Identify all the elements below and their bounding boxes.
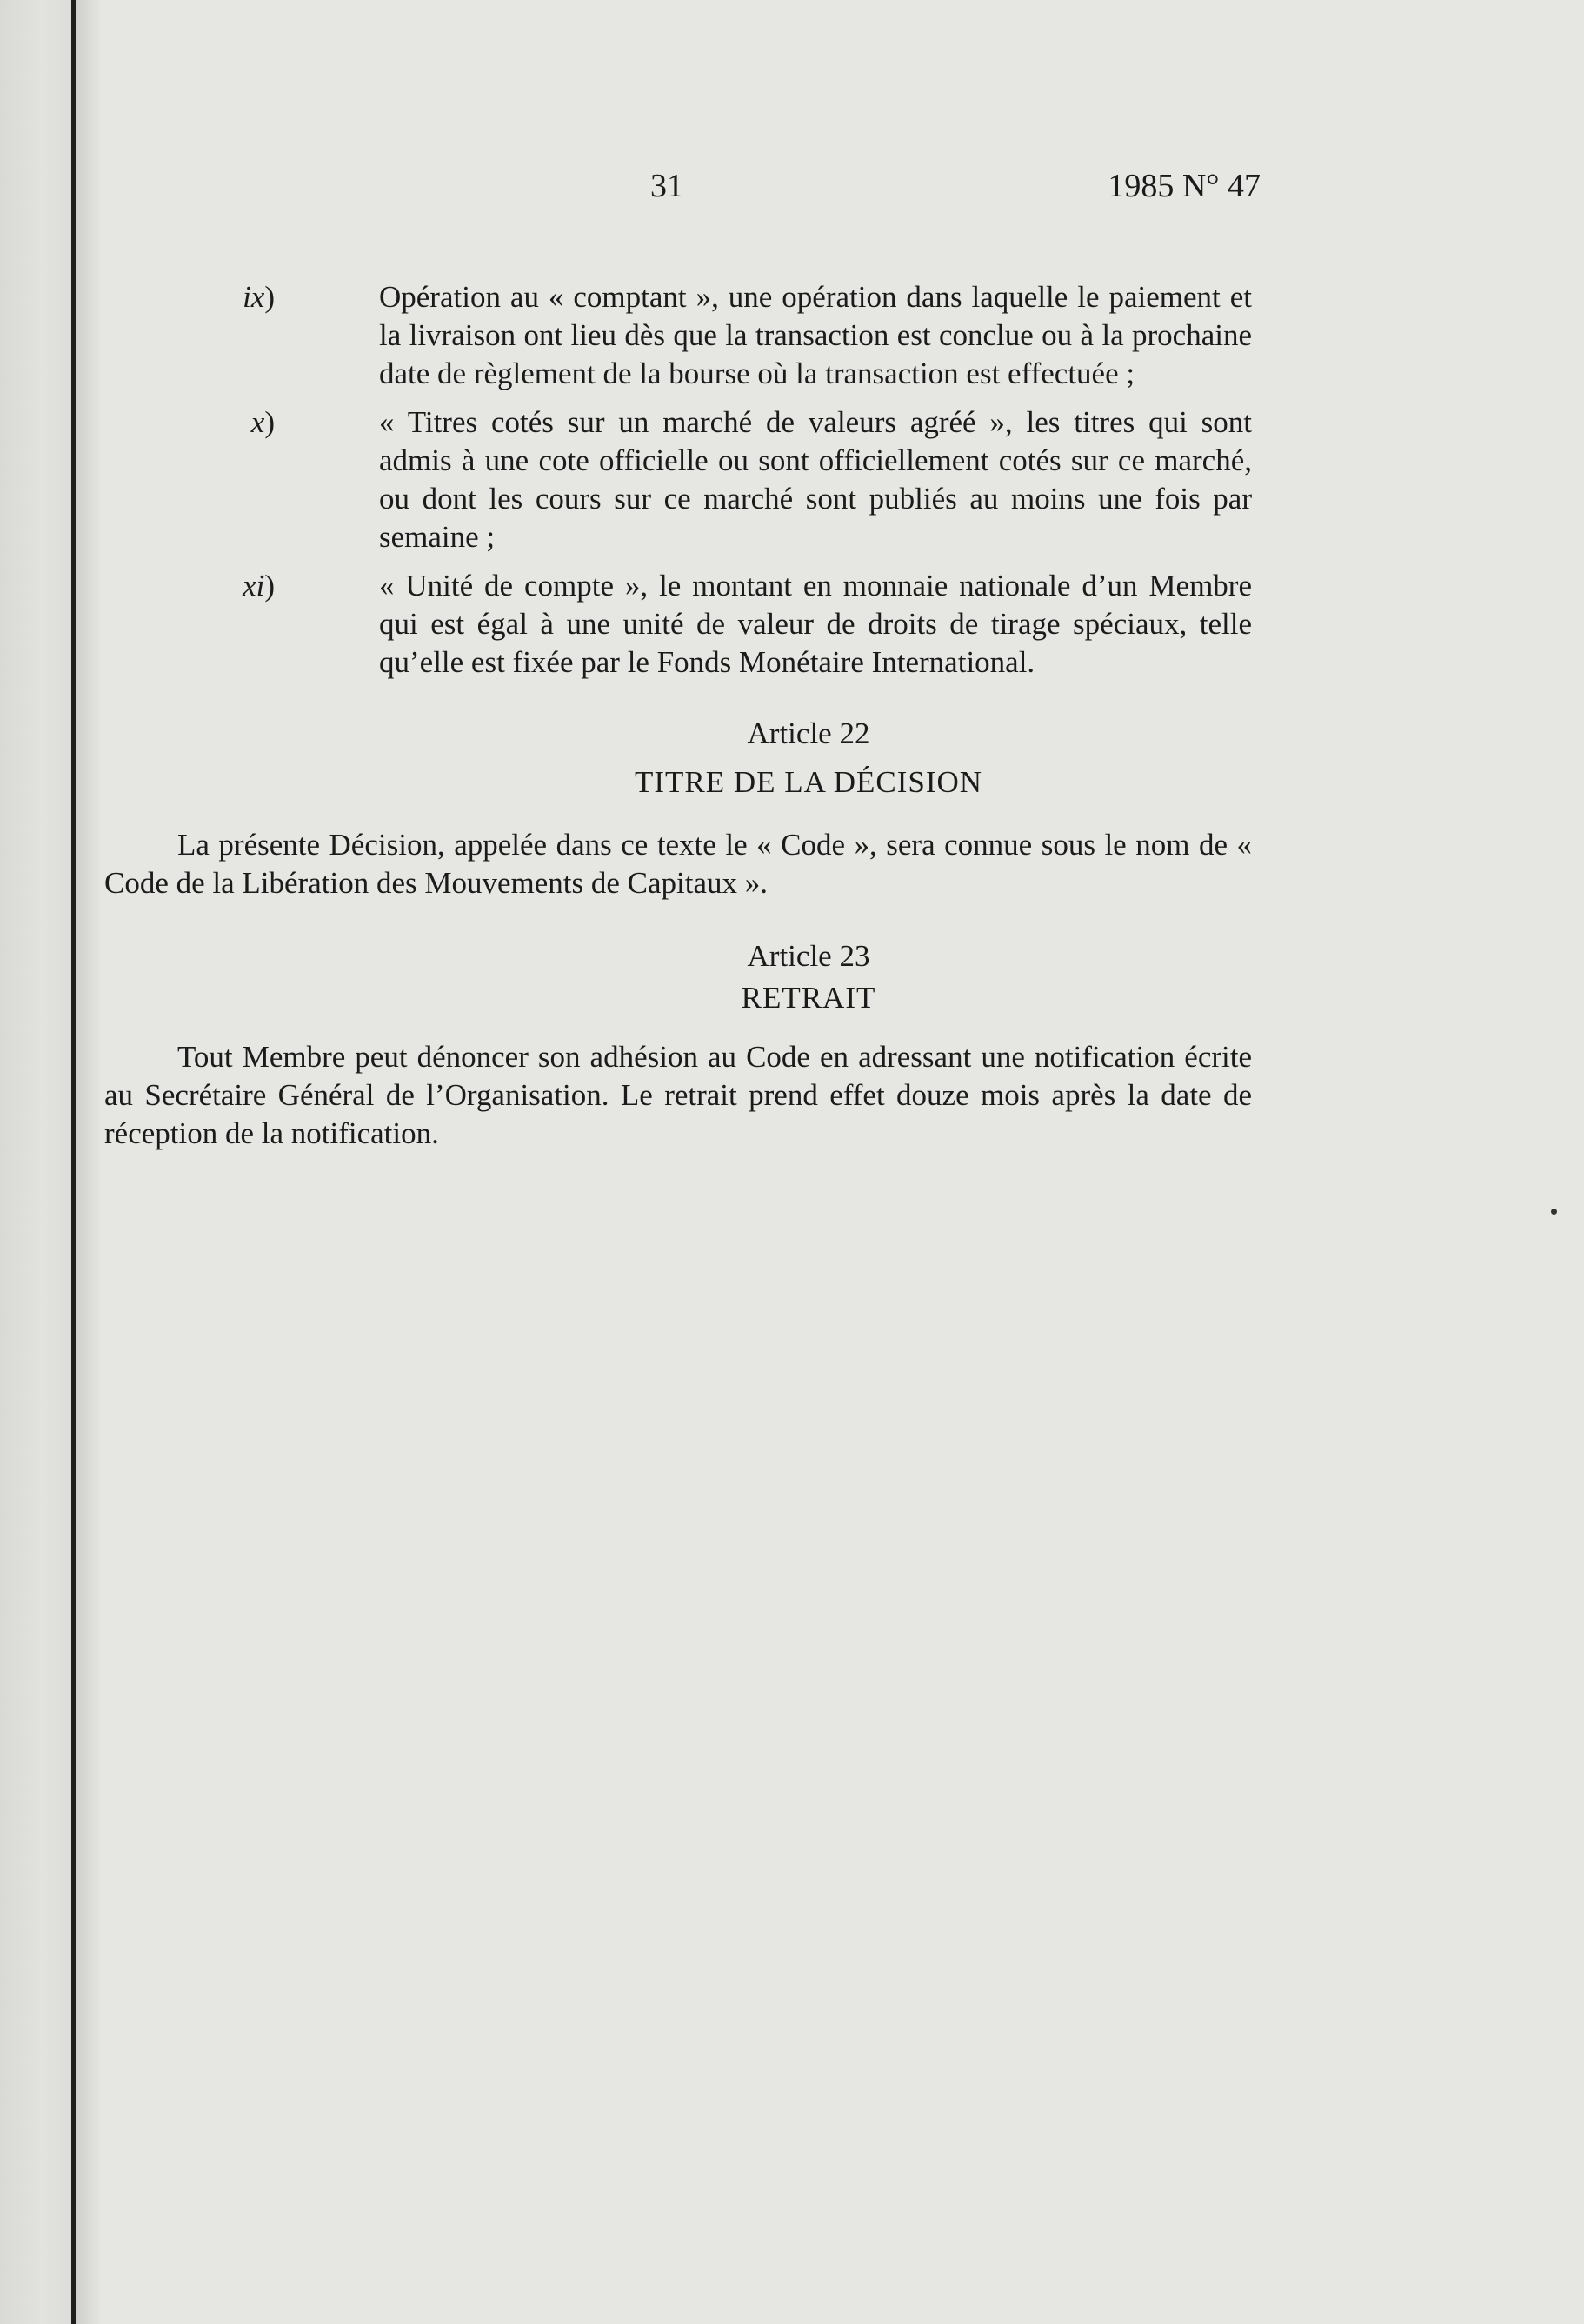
article-22-number: Article 22 bbox=[747, 716, 870, 750]
definition-label: xi) bbox=[243, 569, 275, 603]
article-23-title: RETRAIT bbox=[741, 981, 876, 1015]
definition-text: « Titres cotés sur un marché de valeurs agréé », les titres qui sont admis à une cote officielle ou sont officiellement cotés sur ce marché, ou dont les cours sur ce marché sont publiés au moins une fois par semaine ; bbox=[379, 405, 1252, 554]
definition-item-x bbox=[104, 403, 1252, 556]
document-reference: 1985 N° 47 bbox=[1108, 168, 1261, 204]
page-number: 31 bbox=[650, 168, 683, 204]
article-23-text: Tout Membre peut dénoncer son adhésion au Code en adressant une notification écrite au Secrétaire Général de l’Organisation. Le retrait prend effet douze mois après la date de réception de la notification. bbox=[104, 1040, 1252, 1150]
definition-item-xi bbox=[104, 567, 1252, 682]
article-23-number: Article 23 bbox=[747, 939, 870, 973]
article-22-title: TITRE DE LA DÉCISION bbox=[634, 765, 983, 799]
definition-text: Opération au « comptant », une opération dans laquelle le paiement et la livraison ont lieu dès que la transaction est conclue ou à la prochaine date de règlement de la bourse où la transaction est effectuée ; bbox=[379, 280, 1252, 390]
page-body bbox=[104, 278, 1252, 1153]
definition-text: « Unité de compte », le montant en monnaie nationale d’un Membre qui est égal à une unité de valeur de droits de tirage spéciaux, telle qu’elle est fixée par le Fonds Monétaire International. bbox=[379, 569, 1252, 679]
page-left-margin bbox=[0, 0, 71, 2324]
page-header bbox=[104, 167, 1261, 219]
definition-label: x) bbox=[250, 405, 275, 439]
binding-gutter-shadow bbox=[76, 0, 102, 2324]
stray-ink-dot bbox=[1551, 1209, 1557, 1215]
article-22-text: La présente Décision, appelée dans ce texte le « Code », sera connue sous le nom de « Code de la Libération des Mouvements de Capitaux ». bbox=[104, 828, 1252, 900]
definition-item-ix bbox=[104, 278, 1252, 393]
definition-label: ix) bbox=[243, 280, 275, 314]
